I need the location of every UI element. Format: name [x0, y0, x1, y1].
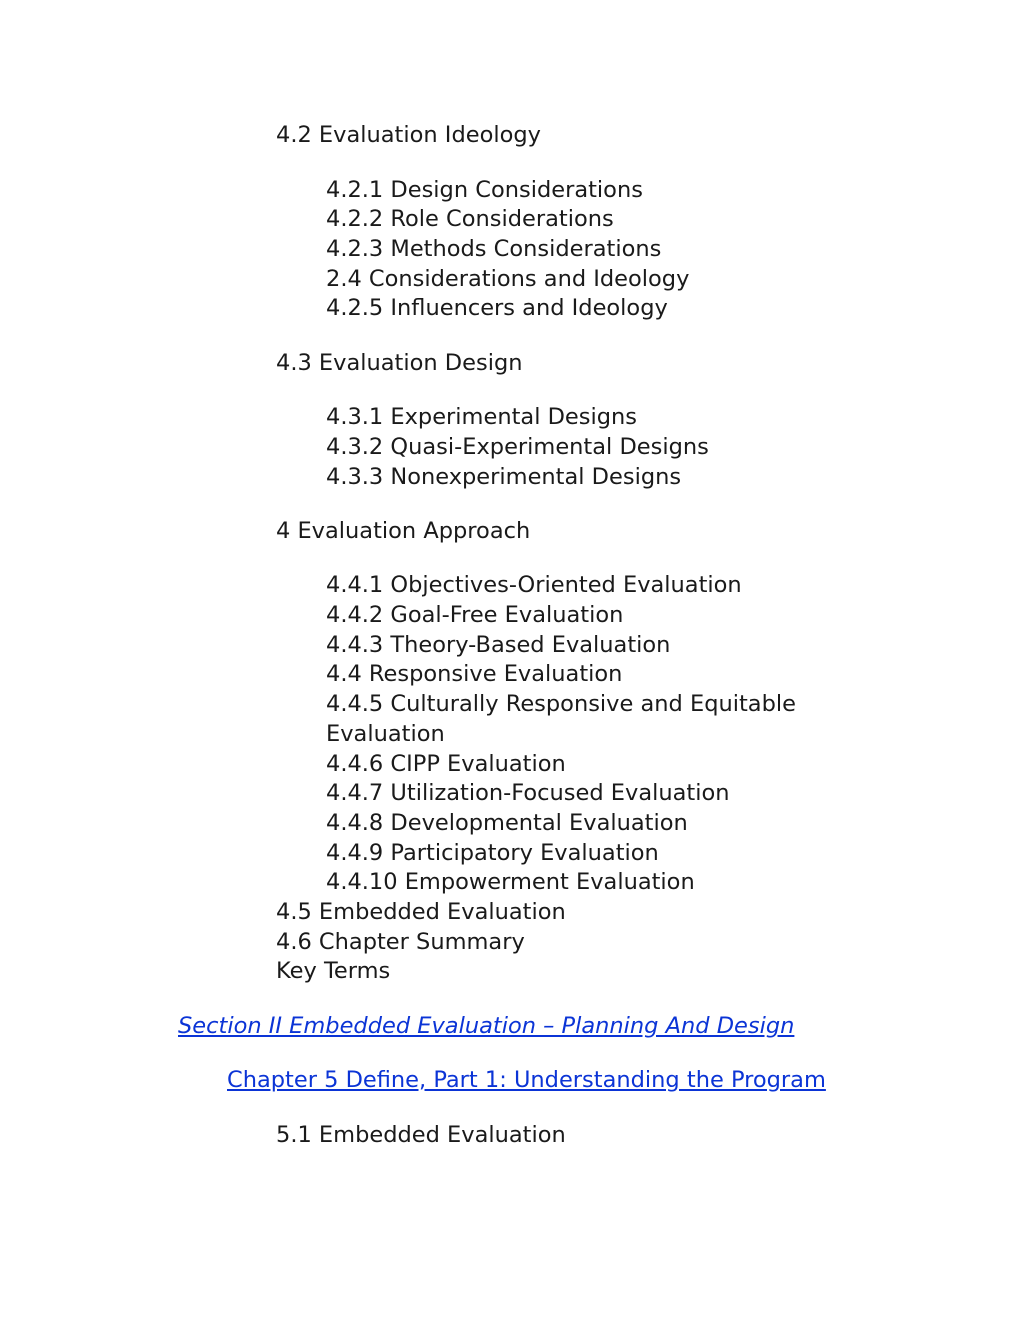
toc-subentry-label: 4.4.8 Developmental Evaluation — [326, 810, 688, 836]
section-ii-link[interactable]: Section II Embedded Evaluation – Planning And Design — [178, 1013, 795, 1039]
toc-subentry-label: 4.4.5 Culturally Responsive and Equitable — [326, 691, 796, 717]
toc-entry-label: 4.3 Evaluation Design — [276, 350, 523, 376]
toc-entry-label: 4.2 Evaluation Ideology — [276, 122, 541, 148]
toc-subentry-label: 4.2.1 Design Considerations — [326, 177, 643, 203]
toc-entry-label: 4.5 Embedded Evaluation — [276, 899, 566, 925]
toc-subentry-label: 4.4.7 Utilization-Focused Evaluation — [326, 780, 730, 806]
toc-subentry-label: 4.4.10 Empowerment Evaluation — [326, 869, 695, 895]
toc-subentry-label: 4.4.9 Participatory Evaluation — [326, 840, 659, 866]
toc-entry-label: 4 Evaluation Approach — [276, 518, 531, 544]
toc-subentry-label: 4.4.2 Goal-Free Evaluation — [326, 602, 624, 628]
toc-subentry-label: 4.3.2 Quasi-Experimental Designs — [326, 434, 709, 460]
toc-subentry-label: 4.3.3 Nonexperimental Designs — [326, 464, 682, 490]
toc-subentry-label: 4.4.1 Objectives-Oriented Evaluation — [326, 572, 742, 598]
toc-entry-label: 5.1 Embedded Evaluation — [276, 1122, 566, 1148]
toc-subentry-label: 4.3.1 Experimental Designs — [326, 404, 638, 430]
toc-subentry-label-continuation: Evaluation — [326, 721, 445, 747]
toc-subentry-label: 4.2.3 Methods Considerations — [326, 236, 662, 262]
toc-subentry-label: 4.2.2 Role Considerations — [326, 206, 614, 232]
toc-entry-label: 4.6 Chapter Summary — [276, 929, 525, 955]
toc-subentry-label: 4.4 Responsive Evaluation — [326, 661, 623, 687]
toc-subentry-label: 2.4 Considerations and Ideology — [326, 266, 690, 292]
chapter-5-link[interactable]: Chapter 5 Define, Part 1: Understanding the Program — [227, 1067, 826, 1093]
toc-subentry-label: 4.2.5 Influencers and Ideology — [326, 295, 668, 321]
toc-subentry-label: 4.4.3 Theory-Based Evaluation — [326, 632, 671, 658]
toc-subentry-label: 4.4.6 CIPP Evaluation — [326, 751, 566, 777]
toc-entry-label: Key Terms — [276, 958, 391, 984]
